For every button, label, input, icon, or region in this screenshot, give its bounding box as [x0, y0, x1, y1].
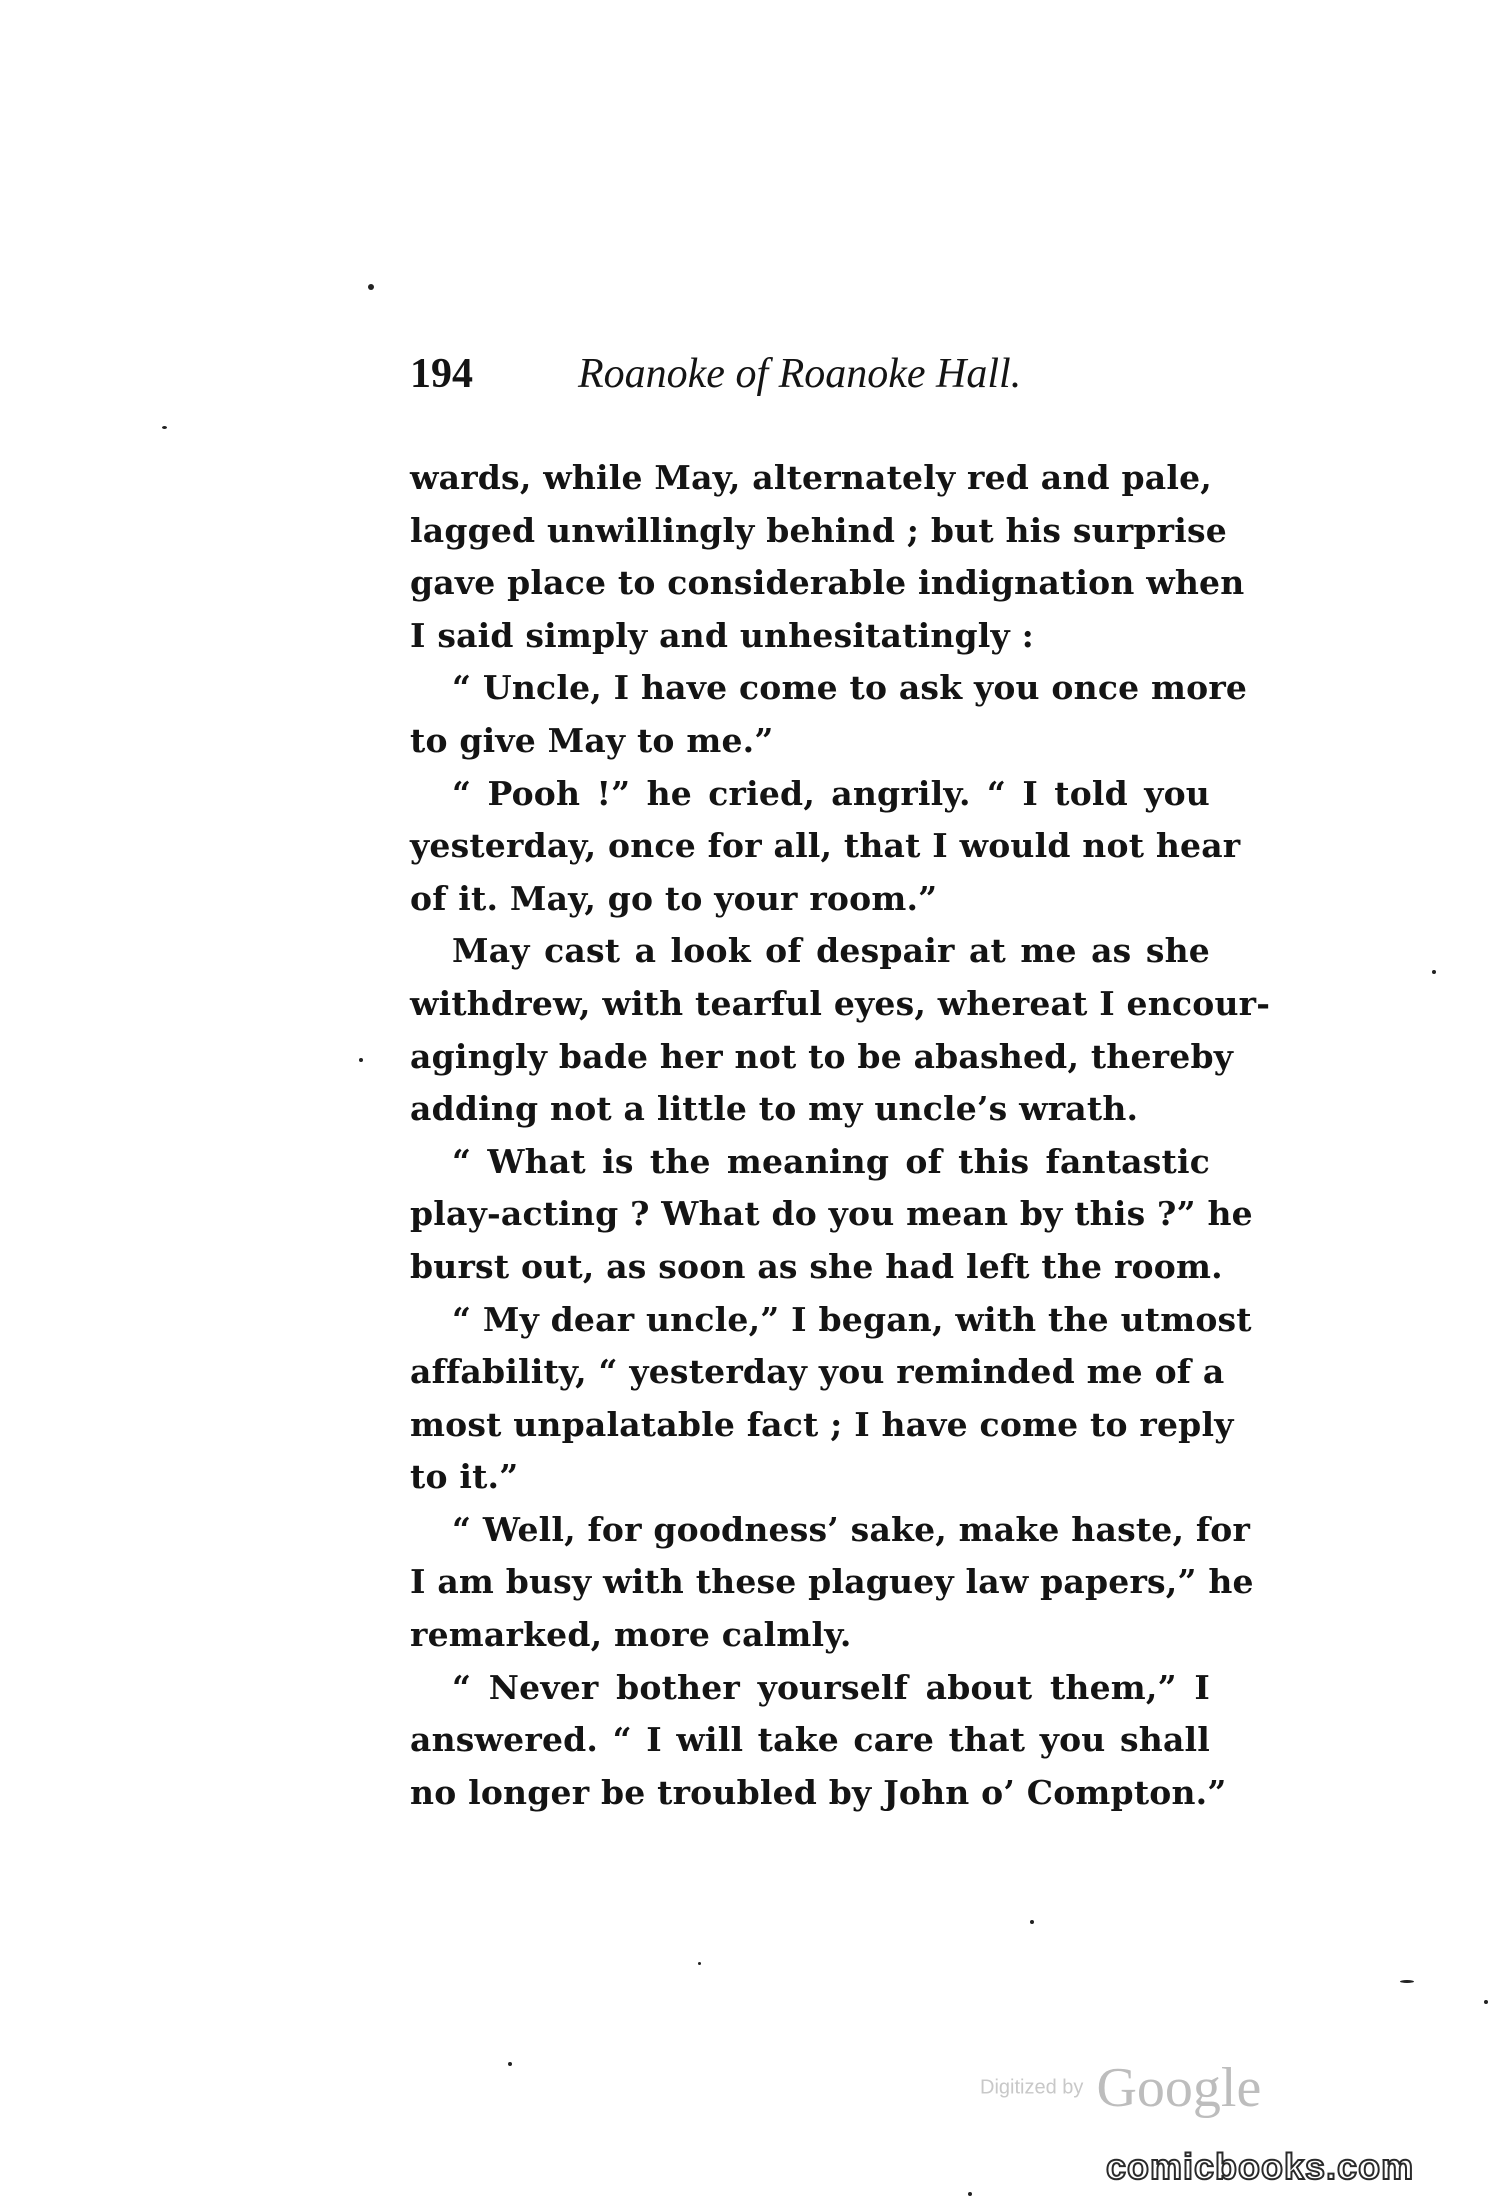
watermark: comicbooks.com	[1106, 2146, 1415, 2187]
scan-speck	[1484, 2000, 1488, 2004]
text-line: “ Well, for goodness’ sake, make haste, for	[452, 1509, 1251, 1549]
text-line: wards, while May, alternately red and pale,	[410, 458, 1212, 497]
text-line: “ Pooh !” he cried, angrily. “ I told you	[452, 773, 1210, 813]
text-line: I am busy with these plaguey law papers,” he	[410, 1562, 1254, 1602]
text-line: lagged unwillingly behind ; but his surprise	[410, 510, 1227, 550]
text-line: yesterday, once for all, that I would not hear	[410, 826, 1241, 866]
text-line: withdrew, with tearful eyes, whereat I encour-	[410, 983, 1271, 1023]
text-line: agingly bade her not to be abashed, thereby	[410, 1036, 1234, 1076]
text-line: burst out, as soon as she had left the room.	[410, 1246, 1223, 1286]
scan-speck	[368, 284, 374, 290]
text-line: affability, “ yesterday you reminded me of a	[410, 1352, 1225, 1392]
text-line: remarked, more calmly.	[410, 1615, 852, 1655]
text-line: no longer be troubled by John o’ Compton.”	[410, 1772, 1227, 1812]
text-line: May cast a look of despair at me as she	[452, 931, 1210, 971]
digitized-by-google	[980, 2056, 1262, 2119]
text-line: “ My dear uncle,” I began, with the utmost	[452, 1299, 1252, 1339]
text-line: of it. May, go to your room.”	[410, 878, 938, 918]
text-line: “ What is the meaning of this fantastic	[452, 1141, 1210, 1181]
text-line: “ Never bother yourself about them,” I	[452, 1667, 1210, 1707]
scan-speck	[698, 1962, 701, 1965]
scan-speck	[508, 2062, 512, 2066]
text-line: “ Uncle, I have come to ask you once more	[452, 668, 1248, 708]
text-line: I said simply and unhesitatingly :	[410, 615, 1034, 655]
body-text	[410, 452, 1271, 1819]
google-logo-wordmark: Google	[1096, 2057, 1262, 2119]
running-title: Roanoke of Roanoke Hall.	[578, 351, 1022, 397]
text-line: to give May to me.”	[410, 720, 774, 760]
scan-speck	[1432, 970, 1436, 974]
text-line: adding not a little to my uncle’s wrath.	[410, 1089, 1139, 1129]
text-line: play-acting ? What do you mean by this ?” he	[410, 1194, 1253, 1234]
scan-speck	[1400, 1980, 1414, 1983]
text-line: to it.”	[410, 1457, 519, 1497]
text-line: most unpalatable fact ; I have come to reply	[410, 1404, 1234, 1444]
running-header	[410, 350, 1210, 420]
scan-speck	[968, 2192, 972, 2196]
scan-speck	[359, 1058, 363, 1062]
text-line: answered. “ I will take care that you shall	[410, 1720, 1210, 1760]
page-number: 194	[410, 351, 473, 397]
scan-speck	[1030, 1920, 1034, 1924]
digitized-label: Digitized by	[980, 2076, 1084, 2099]
scan-speck	[162, 426, 167, 429]
text-line: gave place to considerable indignation when	[410, 563, 1245, 603]
